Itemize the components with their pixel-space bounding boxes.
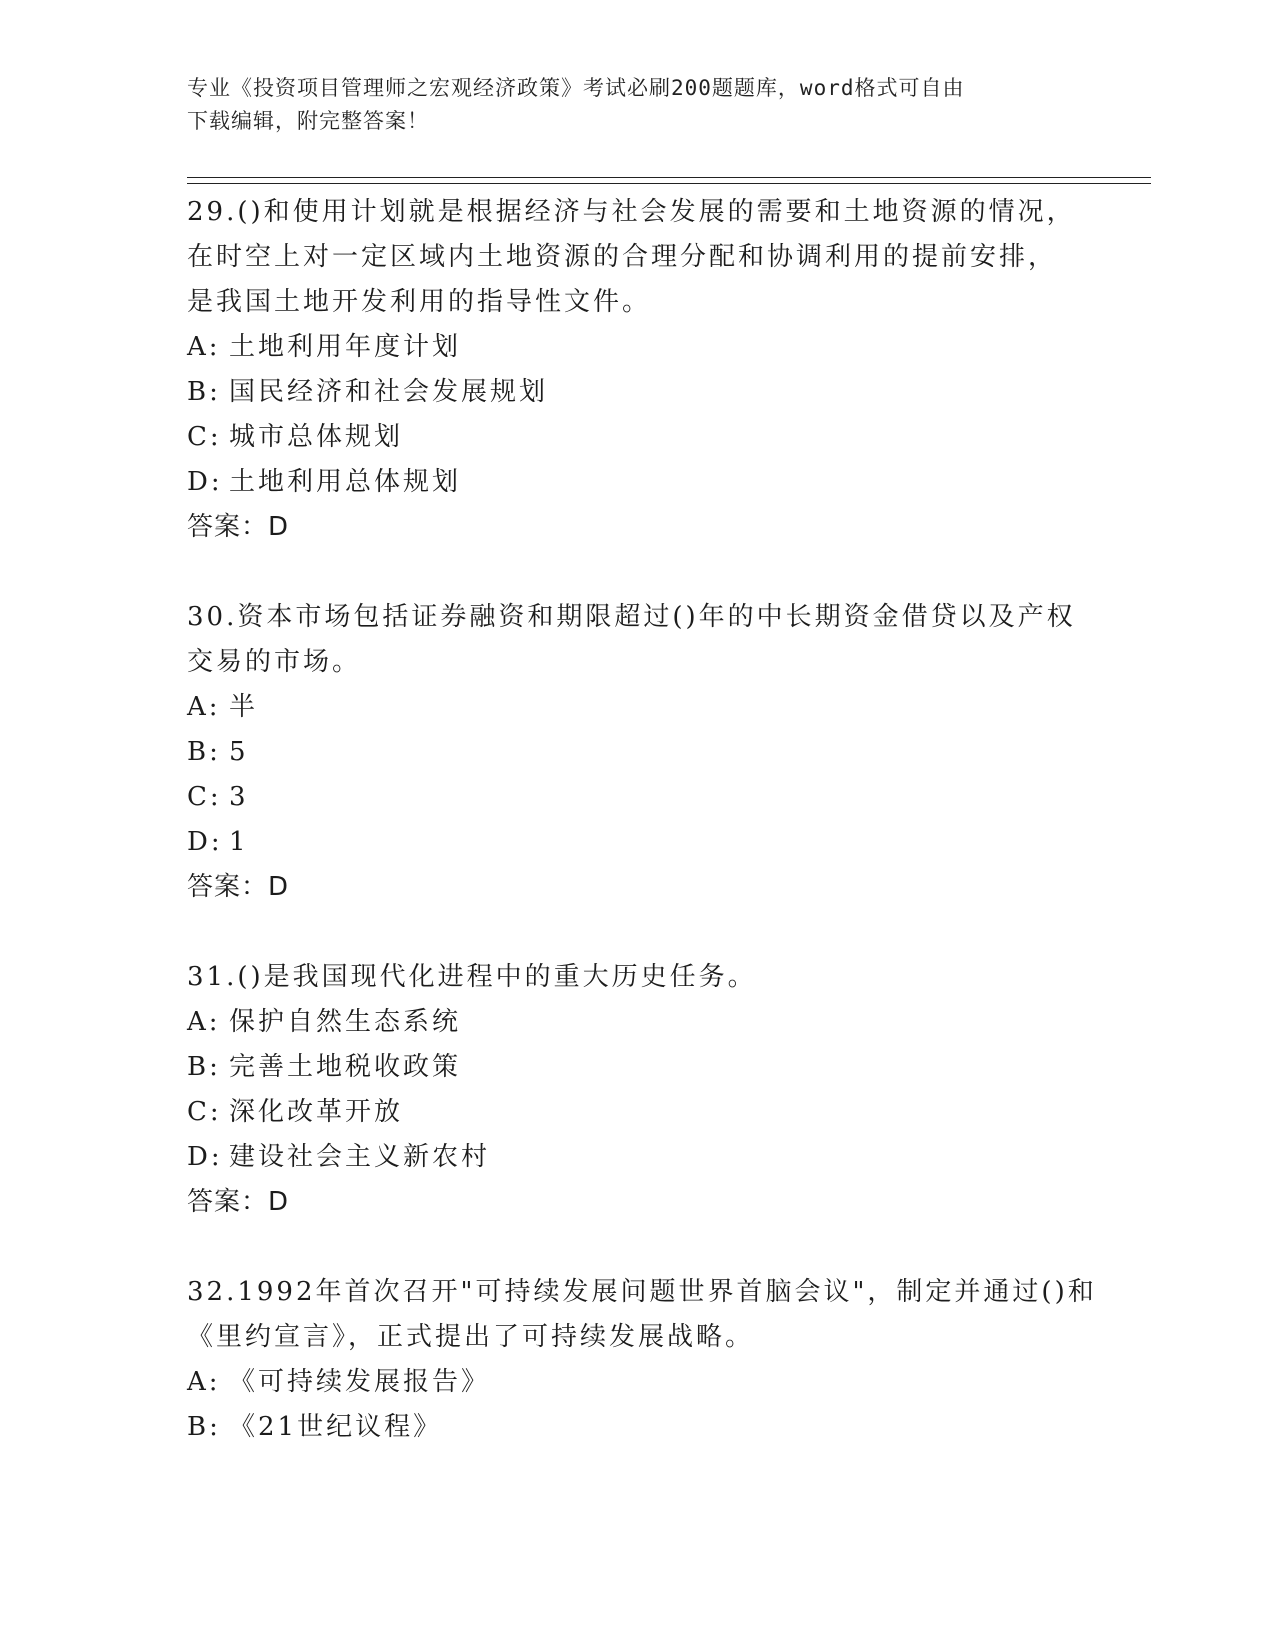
option-d [187,820,1107,865]
option-key: D: [187,1142,223,1172]
option-text: 《21世纪议程》 [229,1412,443,1442]
question-text-line: 30.资本市场包括证券融资和期限超过()年的中长期资金借贷以及产权 [187,602,1076,632]
question-text-line: 是我国土地开发利用的指导性文件。 [187,287,652,317]
option-key: C: [187,1097,222,1127]
spacer [187,550,1107,595]
option-a [187,1000,1107,1045]
option-key: A: [187,1007,221,1037]
option-b [187,370,1107,415]
header-line-2: 下载编辑，附完整答案！ [187,109,429,133]
header-rule-top [187,177,1151,178]
option-b [187,1045,1107,1090]
option-key: C: [187,422,222,452]
question-30 [187,595,1107,910]
option-key: B: [187,1412,221,1442]
option-c [187,1090,1107,1135]
answer: 答案：D [187,512,290,542]
option-text: 3 [229,782,249,812]
option-text: 建设社会主义新农村 [229,1142,491,1172]
option-b [187,1405,1107,1450]
option-text: 国民经济和社会发展规划 [229,377,549,407]
question-31 [187,955,1107,1225]
header-line-1: 专业《投资项目管理师之宏观经济政策》考试必刷200题题库，word格式可自由 [187,76,965,100]
option-key: B: [187,1052,221,1082]
option-text: 深化改革开放 [229,1097,404,1127]
question-text-line: 在时空上对一定区域内土地资源的合理分配和协调利用的提前安排， [187,242,1058,272]
option-c [187,775,1107,820]
option-b [187,730,1107,775]
option-key: B: [187,737,221,767]
option-text: 《可持续发展报告》 [229,1367,491,1397]
option-text: 保护自然生态系统 [229,1007,462,1037]
question-text-line: 31.()是我国现代化进程中的重大历史任务。 [187,962,757,992]
answer: 答案：D [187,1187,290,1217]
option-a [187,1360,1107,1405]
question-text-line: 29.()和使用计划就是根据经济与社会发展的需要和土地资源的情况， [187,197,1076,227]
option-text: 5 [229,737,249,767]
spacer [187,910,1107,955]
option-a [187,325,1107,370]
option-key: D: [187,827,223,857]
option-a [187,685,1107,730]
option-text: 土地利用总体规划 [229,467,462,497]
option-text: 土地利用年度计划 [229,332,462,362]
option-key: A: [187,1367,221,1397]
question-text-line: 《里约宣言》，正式提出了可持续发展战略。 [187,1322,755,1352]
question-32 [187,1270,1107,1450]
option-text: 1 [229,827,249,857]
option-text: 完善土地税收政策 [229,1052,462,1082]
question-text-line: 交易的市场。 [187,647,362,677]
document-header [187,72,1067,138]
question-list [187,190,1107,1450]
option-d [187,1135,1107,1180]
option-text: 城市总体规划 [229,422,404,452]
option-key: C: [187,782,222,812]
option-c [187,415,1107,460]
question-text-line: 32.1992年首次召开"可持续发展问题世界首脑会议"，制定并通过()和 [187,1277,1097,1307]
answer: 答案：D [187,872,290,902]
option-d [187,460,1107,505]
option-key: A: [187,692,221,722]
question-29 [187,190,1107,550]
header-rule-bottom [187,183,1151,184]
spacer [187,1225,1107,1270]
option-key: A: [187,332,221,362]
option-text: 半 [229,692,259,722]
option-key: D: [187,467,223,497]
option-key: B: [187,377,221,407]
